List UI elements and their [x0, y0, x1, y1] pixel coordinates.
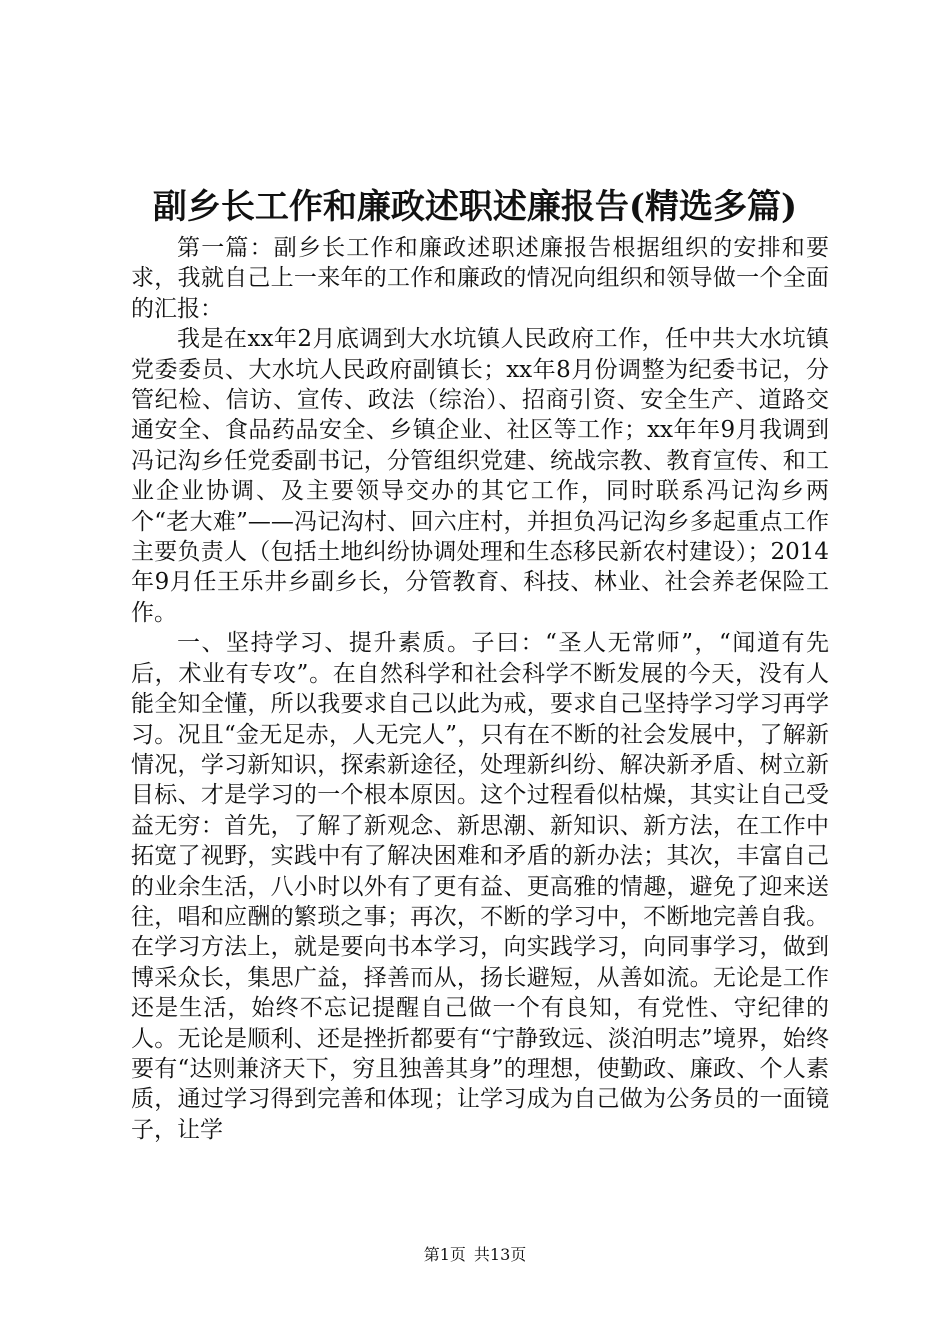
page-total: 共13页 [473, 1245, 527, 1264]
page-footer [0, 1244, 950, 1266]
paragraph-study: 一、坚持学习、提升素质。子曰：“圣人无常师”，“闻道有先后，术业有专攻”。在自然科学和社会科学不断发展的今天，没有人能全知全懂，所以我要求自己以此为戒，要求自己坚持学习学习再学习。况且“金无足赤，人无完人”，只有在不断的社会发展中，了解新情况，学习新知识，探索新途径，处理新纠纷、解决新矛盾、树立新目标、才是学习的一个根本原因。这个过程看似枯燥，其实让自己受益无穷：首先，了解了新观念、新思潮、新知识、新方法，在工作中拓宽了视野，实践中有了解决困难和矛盾的新办法；其次，丰富自己的业余生活，八小时以外有了更有益、更高雅的情趣，避免了迎来送往，唱和应酬的繁琐之事；再次，不断的学习中，不断地完善自我。在学习方法上，就是要向书本学习，向实践学习，向同事学习，做到博采众长，集思广益，择善而从，扬长避短，从善如流。无论是工作还是生活，始终不忘记提醒自己做一个有良知，有党性、守纪律的人。无论是顺利、还是挫折都要有“宁静致远、淡泊明志”境界，始终要有“达则兼济天下，穷且独善其身”的理想，使勤政、廉政、个人素质，通过学习得到完善和体现；让学习成为自己做为公务员的一面镜子，让学 [131, 630, 829, 1143]
paragraph-career: 我是在xx年2月底调到大水坑镇人民政府工作，任中共大水坑镇党委委员、大水坑人民政府副镇长；xx年8月份调整为纪委书记，分管纪检、信访、宣传、政法（综治）、招商引资、安全生产、道路交通安全、食品药品安全、乡镇企业、社区等工作；xx年年9月我调到冯记沟乡任党委副书记，分管组织党建、统战宗教、教育宣传、和工业企业协调、及主要领导交办的其它工作，同时联系冯记沟乡两个“老大难”——冯记沟村、回六庄村，并担负冯记沟乡多起重点工作主要负责人（包括土地纠纷协调处理和生态移民新农村建设）；2014年9月任王乐井乡副乡长，分管教育、科技、林业、社会养老保险工作。 [131, 326, 829, 626]
paragraph-intro: 第一篇：副乡长工作和廉政述职述廉报告根据组织的安排和要求，我就自己上一来年的工作和廉政的情况向组织和领导做一个全面的汇报： [131, 235, 829, 322]
document-body [131, 233, 829, 1145]
document-title: 副乡长工作和廉政述职述廉报告(精选多篇) [152, 187, 798, 227]
page-number: 第1页 [423, 1245, 466, 1264]
